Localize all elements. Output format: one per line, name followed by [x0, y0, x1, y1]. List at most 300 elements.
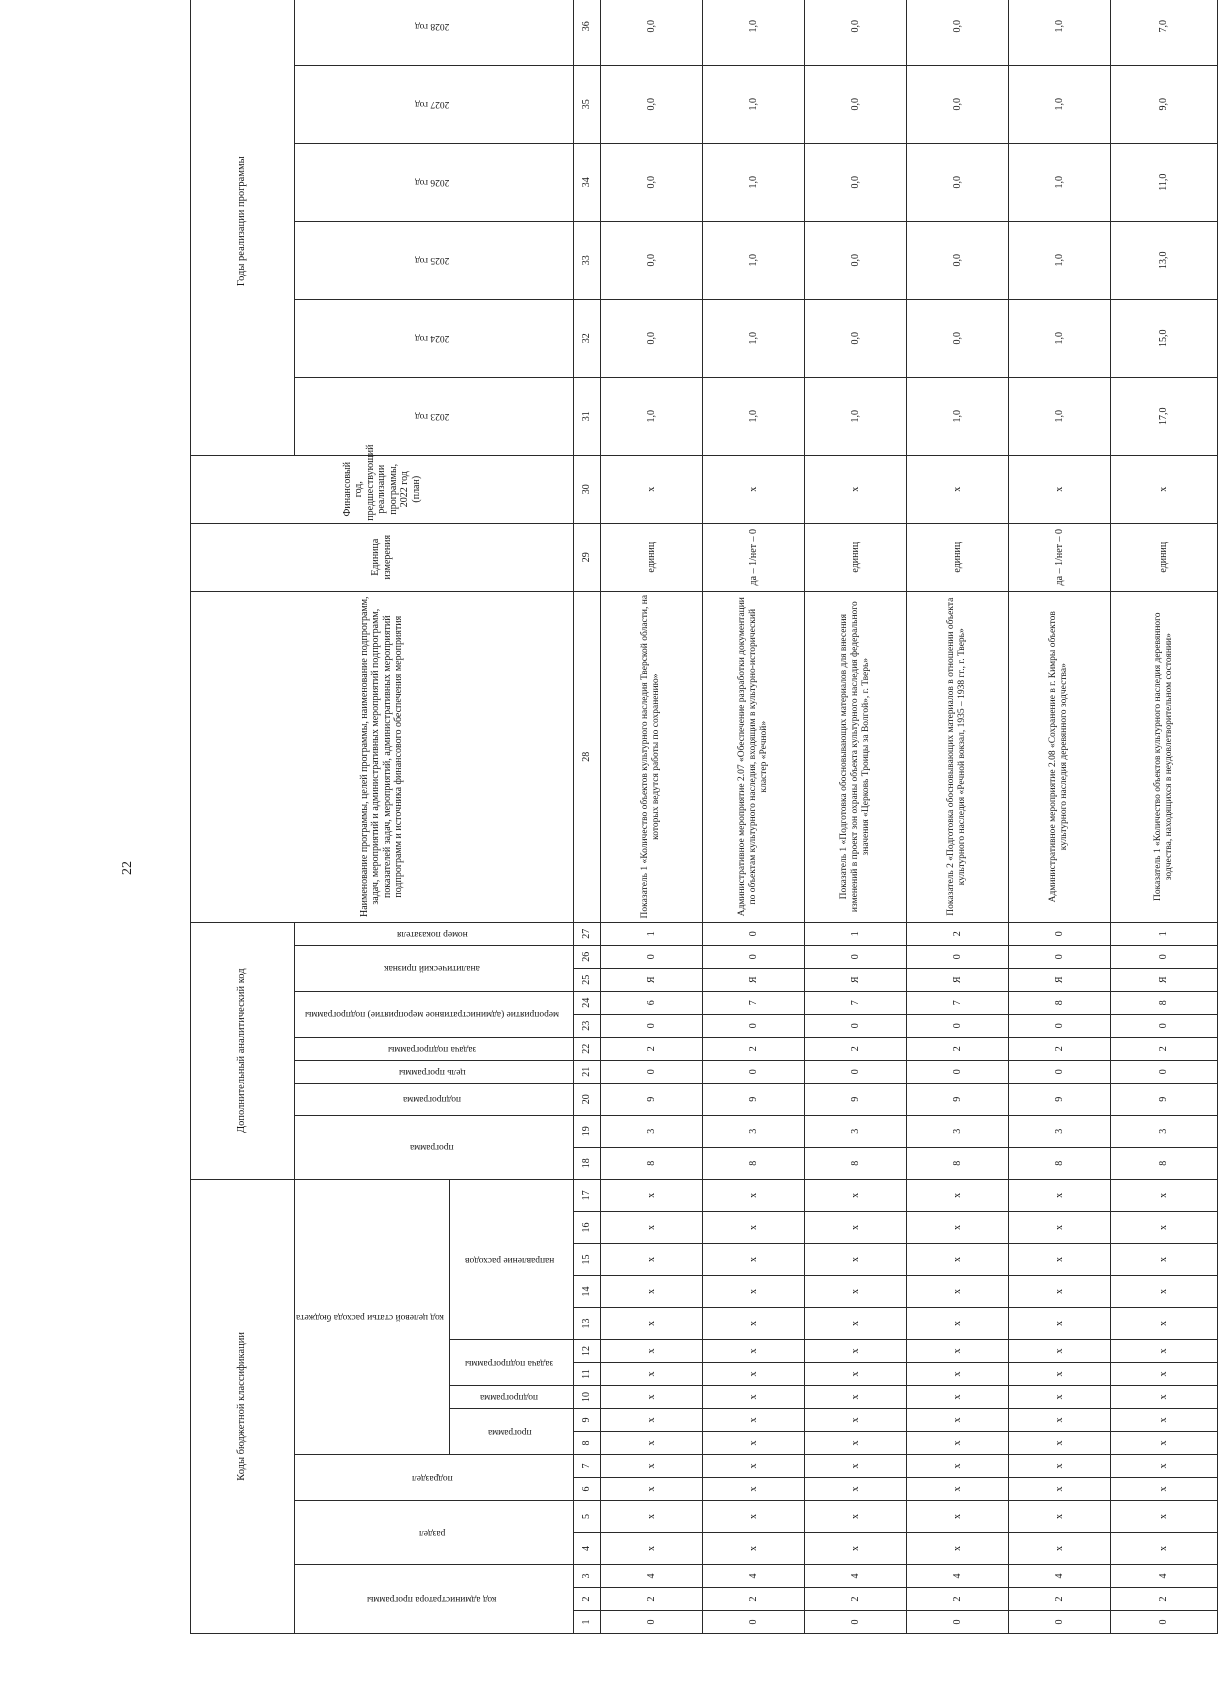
- column-number: 35: [573, 65, 600, 143]
- year-2023-cell: 1,0: [906, 377, 1008, 455]
- code-cell: х: [702, 1276, 804, 1308]
- code-cell: х: [1008, 1179, 1110, 1211]
- code-cell: 1: [1110, 922, 1217, 945]
- column-number: 1: [573, 1611, 600, 1634]
- code-cell: х: [600, 1212, 702, 1244]
- code-cell: х: [600, 1432, 702, 1455]
- year-2025-cell: 13,0: [1110, 221, 1217, 299]
- code-cell: 0: [1110, 1014, 1217, 1037]
- table-row: [804, 0, 906, 1634]
- year-2027-cell: 9,0: [1110, 65, 1217, 143]
- year-2026-cell: 0,0: [600, 143, 702, 221]
- code-cell: 3: [1008, 1115, 1110, 1147]
- code-cell: х: [906, 1212, 1008, 1244]
- name-cell: Административное мероприятие 2.07 «Обеспечение разработки документации по объектам культурного наследия, входящим в культурно-исторический кластер «Речной»: [702, 591, 804, 922]
- code-cell: 4: [1110, 1565, 1217, 1588]
- code-cell: х: [804, 1308, 906, 1340]
- column-number: 30: [573, 455, 600, 523]
- code-cell: 8: [1008, 991, 1110, 1014]
- header-activity-text: мероприятие (административное мероприятие) подпрограммы: [304, 1009, 559, 1020]
- year-2028-cell: 0,0: [600, 0, 702, 65]
- header-subprogram2: [295, 1083, 574, 1115]
- code-cell: х: [804, 1340, 906, 1363]
- code-cell: 4: [804, 1565, 906, 1588]
- code-cell: х: [804, 1276, 906, 1308]
- code-cell: Я: [1110, 968, 1217, 991]
- year-2025-cell: 0,0: [600, 221, 702, 299]
- column-number: 34: [573, 143, 600, 221]
- header-admin-code: [295, 1565, 574, 1634]
- code-cell: х: [1008, 1308, 1110, 1340]
- code-cell: х: [1110, 1363, 1217, 1386]
- code-cell: 8: [804, 1147, 906, 1179]
- year-2026-cell: 1,0: [702, 143, 804, 221]
- code-cell: 2: [1110, 1037, 1217, 1060]
- code-cell: х: [906, 1501, 1008, 1533]
- year-2026-cell: 1,0: [1008, 143, 1110, 221]
- code-cell: х: [804, 1533, 906, 1565]
- code-cell: х: [600, 1276, 702, 1308]
- column-number: 36: [573, 0, 600, 65]
- code-cell: 2: [906, 1037, 1008, 1060]
- code-cell: 8: [702, 1147, 804, 1179]
- year-2023-cell: 1,0: [804, 377, 906, 455]
- column-number: 23: [573, 1014, 600, 1037]
- header-program-goal: [295, 1060, 574, 1083]
- column-number: 19: [573, 1115, 600, 1147]
- header-activity: [295, 991, 574, 1037]
- column-number: 33: [573, 221, 600, 299]
- code-cell: х: [1110, 1432, 1217, 1455]
- code-cell: х: [702, 1386, 804, 1409]
- code-cell: 0: [702, 1014, 804, 1037]
- code-cell: 8: [1110, 991, 1217, 1014]
- name-cell: Показатель 2 «Подготовка обосновывающих материалов в отношении объекта культурного наследия «Речной вокзал, 1935 – 1938 гг., г. Тверь»: [906, 591, 1008, 922]
- code-cell: 2: [600, 1588, 702, 1611]
- code-cell: х: [1110, 1455, 1217, 1478]
- header-year-2027-text: 2027 год: [414, 99, 450, 110]
- code-cell: 9: [1110, 1083, 1217, 1115]
- code-cell: 0: [1110, 1060, 1217, 1083]
- code-cell: х: [600, 1308, 702, 1340]
- year-2024-cell: 1,0: [702, 299, 804, 377]
- header-year-2023-text: 2023 год: [414, 411, 450, 422]
- header-years: Годы реализации программы: [191, 0, 295, 455]
- code-cell: Я: [804, 968, 906, 991]
- code-cell: 9: [1008, 1083, 1110, 1115]
- year-2026-cell: 0,0: [804, 143, 906, 221]
- rotated-table-container: [190, 19, 1174, 1634]
- code-cell: 0: [702, 945, 804, 968]
- code-cell: х: [906, 1363, 1008, 1386]
- year-2028-cell: 0,0: [906, 0, 1008, 65]
- fin-year-cell: х: [1110, 455, 1217, 523]
- document-page: [190, 19, 1174, 1634]
- header-subprogram-text: подпрограмма: [480, 1392, 539, 1403]
- header-year-2028-text: 2028 год: [414, 21, 450, 32]
- column-number: 3: [573, 1565, 600, 1588]
- column-number: 16: [573, 1212, 600, 1244]
- code-cell: х: [600, 1179, 702, 1211]
- code-cell: х: [906, 1533, 1008, 1565]
- code-cell: 7: [906, 991, 1008, 1014]
- header-program2: [295, 1115, 574, 1179]
- code-cell: х: [1008, 1533, 1110, 1565]
- code-cell: 0: [702, 1611, 804, 1634]
- code-cell: 0: [804, 945, 906, 968]
- header-name: Наименование программы, целей программы, наименование подпрограмм, задач, мероприятий и административных мероприятий подпрограмм, показателей задач, мероприятий, административных мероприятий подпрограмм и источника финансового обеспечения мероприятия: [191, 591, 574, 922]
- header-indicator-no-text: номер показателя: [396, 928, 468, 939]
- column-number: 6: [573, 1478, 600, 1501]
- code-cell: 4: [1008, 1565, 1110, 1588]
- code-cell: 0: [702, 1060, 804, 1083]
- code-cell: х: [1008, 1244, 1110, 1276]
- code-cell: х: [804, 1212, 906, 1244]
- code-cell: х: [906, 1455, 1008, 1478]
- code-cell: 0: [804, 1611, 906, 1634]
- header-subprogram-task2-text: задача подпрограммы: [387, 1044, 477, 1054]
- fin-year-cell: х: [600, 455, 702, 523]
- code-cell: Я: [702, 968, 804, 991]
- year-2028-cell: 1,0: [1008, 0, 1110, 65]
- year-2023-cell: 1,0: [1008, 377, 1110, 455]
- unit-cell: единиц: [906, 523, 1008, 591]
- code-cell: х: [804, 1363, 906, 1386]
- year-2024-cell: 15,0: [1110, 299, 1217, 377]
- code-cell: 2: [1008, 1037, 1110, 1060]
- column-number: 14: [573, 1276, 600, 1308]
- code-cell: х: [906, 1340, 1008, 1363]
- code-cell: х: [600, 1533, 702, 1565]
- code-cell: 2: [906, 922, 1008, 945]
- code-cell: х: [702, 1363, 804, 1386]
- year-2027-cell: 0,0: [600, 65, 702, 143]
- header-indicator-no: [295, 922, 574, 945]
- code-cell: х: [804, 1386, 906, 1409]
- code-cell: 0: [1008, 1060, 1110, 1083]
- header-section-text: раздел: [418, 1527, 446, 1538]
- code-cell: х: [600, 1409, 702, 1432]
- column-number: 28: [573, 591, 600, 922]
- column-number: 17: [573, 1179, 600, 1211]
- unit-cell: единиц: [600, 523, 702, 591]
- code-cell: х: [906, 1244, 1008, 1276]
- header-unit: Единица измерения: [191, 523, 574, 591]
- name-cell: Показатель 1 «Количество объектов культурного наследия Тверской области, на которых ведутся работы по сохранению»: [600, 591, 702, 922]
- code-cell: 1: [600, 922, 702, 945]
- year-2023-cell: 17,0: [1110, 377, 1217, 455]
- year-2026-cell: 11,0: [1110, 143, 1217, 221]
- code-cell: х: [1110, 1340, 1217, 1363]
- code-cell: х: [804, 1478, 906, 1501]
- header-subprogram-task: [449, 1340, 573, 1386]
- code-cell: 8: [600, 1147, 702, 1179]
- column-number: 4: [573, 1533, 600, 1565]
- header-year-2026-text: 2026 год: [414, 177, 450, 188]
- code-cell: х: [600, 1386, 702, 1409]
- code-cell: х: [906, 1386, 1008, 1409]
- code-cell: 9: [906, 1083, 1008, 1115]
- column-number: 29: [573, 523, 600, 591]
- header-year-2027: [295, 65, 574, 143]
- header-year-2024-text: 2024 год: [414, 333, 450, 344]
- code-cell: х: [906, 1179, 1008, 1211]
- code-cell: 9: [600, 1083, 702, 1115]
- unit-cell: единиц: [804, 523, 906, 591]
- column-number: 32: [573, 299, 600, 377]
- table-row: [702, 0, 804, 1634]
- code-cell: х: [702, 1455, 804, 1478]
- code-cell: х: [804, 1179, 906, 1211]
- header-expense-direction: [449, 1179, 573, 1339]
- code-cell: х: [702, 1432, 804, 1455]
- header-admin-code-text: код администратора программы: [367, 1594, 497, 1605]
- code-cell: х: [1110, 1276, 1217, 1308]
- table-row: [906, 0, 1008, 1634]
- code-cell: х: [702, 1340, 804, 1363]
- year-2027-cell: 1,0: [702, 65, 804, 143]
- fin-year-cell: х: [906, 455, 1008, 523]
- code-cell: 4: [600, 1565, 702, 1588]
- code-cell: 2: [804, 1037, 906, 1060]
- code-cell: х: [804, 1409, 906, 1432]
- header-target-article: [295, 1179, 450, 1454]
- code-cell: 2: [1008, 1588, 1110, 1611]
- table-row: [1008, 0, 1110, 1634]
- code-cell: х: [600, 1340, 702, 1363]
- code-cell: 8: [1008, 1147, 1110, 1179]
- code-cell: 0: [906, 945, 1008, 968]
- year-2024-cell: 0,0: [804, 299, 906, 377]
- code-cell: 3: [906, 1115, 1008, 1147]
- header-program-text: программа: [487, 1426, 532, 1437]
- code-cell: 9: [804, 1083, 906, 1115]
- header-fin-year: Финансовый год, предшествующий реализации программы, 2022 год (план): [191, 455, 574, 523]
- column-number: 13: [573, 1308, 600, 1340]
- fin-year-cell: х: [804, 455, 906, 523]
- header-expense-direction-text: направление расходов: [464, 1254, 554, 1265]
- code-cell: х: [702, 1244, 804, 1276]
- header-budget-codes: Коды бюджетной классификации: [191, 1179, 295, 1633]
- table-row: [1110, 0, 1217, 1634]
- header-year-2023: [295, 377, 574, 455]
- code-cell: х: [1110, 1478, 1217, 1501]
- code-cell: 0: [600, 1060, 702, 1083]
- code-cell: 0: [702, 922, 804, 945]
- code-cell: х: [804, 1501, 906, 1533]
- code-cell: х: [1008, 1340, 1110, 1363]
- header-subprogram-task2: [295, 1037, 574, 1060]
- year-2024-cell: 1,0: [1008, 299, 1110, 377]
- header-subsection: [295, 1455, 574, 1501]
- column-number: 26: [573, 945, 600, 968]
- column-number: 10: [573, 1386, 600, 1409]
- code-cell: 2: [600, 1037, 702, 1060]
- fin-year-cell: х: [1008, 455, 1110, 523]
- header-year-2028: [295, 0, 574, 65]
- code-cell: 0: [1008, 945, 1110, 968]
- code-cell: х: [702, 1533, 804, 1565]
- code-cell: 0: [1008, 922, 1110, 945]
- code-cell: х: [1008, 1409, 1110, 1432]
- code-cell: х: [906, 1276, 1008, 1308]
- header-year-2025-text: 2025 год: [414, 255, 450, 266]
- code-cell: 8: [906, 1147, 1008, 1179]
- code-cell: х: [906, 1308, 1008, 1340]
- code-cell: 3: [804, 1115, 906, 1147]
- code-cell: 6: [600, 991, 702, 1014]
- code-cell: 0: [600, 1611, 702, 1634]
- code-cell: х: [1110, 1386, 1217, 1409]
- code-cell: х: [1110, 1244, 1217, 1276]
- code-cell: 3: [702, 1115, 804, 1147]
- code-cell: х: [600, 1478, 702, 1501]
- code-cell: 2: [804, 1588, 906, 1611]
- page-number: 22: [120, 861, 135, 875]
- column-number: 8: [573, 1432, 600, 1455]
- code-cell: 4: [906, 1565, 1008, 1588]
- code-cell: х: [906, 1478, 1008, 1501]
- year-2025-cell: 1,0: [1008, 221, 1110, 299]
- code-cell: Я: [600, 968, 702, 991]
- year-2025-cell: 0,0: [906, 221, 1008, 299]
- code-cell: 2: [1110, 1588, 1217, 1611]
- header-program: [449, 1409, 573, 1455]
- year-2027-cell: 1,0: [1008, 65, 1110, 143]
- code-cell: 0: [1110, 1611, 1217, 1634]
- header-subsection-text: подраздел: [411, 1472, 453, 1483]
- code-cell: х: [600, 1244, 702, 1276]
- column-number-row: [573, 0, 600, 1634]
- column-number: 12: [573, 1340, 600, 1363]
- year-2028-cell: 0,0: [804, 0, 906, 65]
- code-cell: х: [1008, 1212, 1110, 1244]
- header-subprogram: [449, 1386, 573, 1409]
- code-cell: х: [1008, 1478, 1110, 1501]
- code-cell: х: [804, 1432, 906, 1455]
- table-row: [600, 0, 702, 1634]
- year-2028-cell: 1,0: [702, 0, 804, 65]
- code-cell: х: [1110, 1308, 1217, 1340]
- code-cell: х: [702, 1478, 804, 1501]
- unit-cell: да – 1/нет – 0: [702, 523, 804, 591]
- header-subprogram-task-text: задача подпрограммы: [465, 1357, 554, 1368]
- year-2024-cell: 0,0: [600, 299, 702, 377]
- code-cell: х: [1008, 1276, 1110, 1308]
- code-cell: 0: [1008, 1014, 1110, 1037]
- code-cell: х: [1110, 1409, 1217, 1432]
- code-cell: 2: [702, 1037, 804, 1060]
- code-cell: 2: [702, 1588, 804, 1611]
- code-cell: х: [600, 1501, 702, 1533]
- column-number: 21: [573, 1060, 600, 1083]
- year-2024-cell: 0,0: [906, 299, 1008, 377]
- code-cell: х: [1110, 1533, 1217, 1565]
- code-cell: х: [1008, 1501, 1110, 1533]
- code-cell: 0: [804, 1014, 906, 1037]
- header-target-article-text: код целевой статьи расхода бюджета: [296, 1312, 444, 1323]
- column-number: 31: [573, 377, 600, 455]
- header-program2-text: программа: [410, 1142, 454, 1153]
- fin-year-cell: х: [702, 455, 804, 523]
- code-cell: Я: [906, 968, 1008, 991]
- code-cell: 3: [1110, 1115, 1217, 1147]
- code-cell: 8: [1110, 1147, 1217, 1179]
- code-cell: х: [804, 1244, 906, 1276]
- budget-program-table: [190, 0, 1218, 1634]
- code-cell: х: [600, 1455, 702, 1478]
- header-additional-code: Дополнительный аналитический код: [191, 922, 295, 1179]
- code-cell: х: [702, 1501, 804, 1533]
- year-2027-cell: 0,0: [804, 65, 906, 143]
- year-2026-cell: 0,0: [906, 143, 1008, 221]
- code-cell: 9: [702, 1083, 804, 1115]
- header-section: [295, 1501, 574, 1565]
- year-2025-cell: 1,0: [702, 221, 804, 299]
- column-number: 27: [573, 922, 600, 945]
- code-cell: х: [906, 1409, 1008, 1432]
- code-cell: х: [702, 1409, 804, 1432]
- code-cell: 1: [804, 922, 906, 945]
- code-cell: х: [702, 1308, 804, 1340]
- header-subprogram2-text: подпрограмма: [402, 1094, 461, 1105]
- column-number: 24: [573, 991, 600, 1014]
- code-cell: 0: [906, 1611, 1008, 1634]
- header-analytic: [295, 945, 574, 991]
- column-number: 11: [573, 1363, 600, 1386]
- code-cell: 0: [600, 945, 702, 968]
- code-cell: 0: [804, 1060, 906, 1083]
- column-number: 7: [573, 1455, 600, 1478]
- unit-cell: единиц: [1110, 523, 1217, 591]
- column-number: 5: [573, 1501, 600, 1533]
- year-2027-cell: 0,0: [906, 65, 1008, 143]
- header-year-2025: [295, 221, 574, 299]
- code-cell: 7: [702, 991, 804, 1014]
- column-number: 20: [573, 1083, 600, 1115]
- code-cell: 0: [906, 1060, 1008, 1083]
- code-cell: х: [906, 1432, 1008, 1455]
- year-2025-cell: 0,0: [804, 221, 906, 299]
- header-year-2024: [295, 299, 574, 377]
- column-number: 25: [573, 968, 600, 991]
- column-number: 22: [573, 1037, 600, 1060]
- code-cell: х: [600, 1363, 702, 1386]
- code-cell: х: [1110, 1212, 1217, 1244]
- name-cell: Показатель 1 «Количество объектов культурного наследия деревянного зодчества, находящихся в неудовлетворительном состоянии»: [1110, 591, 1217, 922]
- code-cell: 0: [1008, 1611, 1110, 1634]
- unit-cell: да – 1/нет – 0: [1008, 523, 1110, 591]
- column-number: 9: [573, 1409, 600, 1432]
- code-cell: х: [1008, 1386, 1110, 1409]
- header-analytic-text: аналитический признак: [384, 963, 480, 974]
- name-cell: Административное мероприятие 2.08 «Сохранение в г. Кимры объектов культурного наследия деревянного зодчества»: [1008, 591, 1110, 922]
- header-year-2026: [295, 143, 574, 221]
- code-cell: х: [1110, 1501, 1217, 1533]
- code-cell: х: [1110, 1179, 1217, 1211]
- code-cell: х: [702, 1212, 804, 1244]
- code-cell: 2: [906, 1588, 1008, 1611]
- code-cell: х: [1008, 1455, 1110, 1478]
- code-cell: 3: [600, 1115, 702, 1147]
- code-cell: х: [1008, 1363, 1110, 1386]
- code-cell: 7: [804, 991, 906, 1014]
- code-cell: х: [702, 1179, 804, 1211]
- header-row-1: [191, 0, 295, 1634]
- code-cell: х: [804, 1455, 906, 1478]
- code-cell: 0: [906, 1014, 1008, 1037]
- column-number: 15: [573, 1244, 600, 1276]
